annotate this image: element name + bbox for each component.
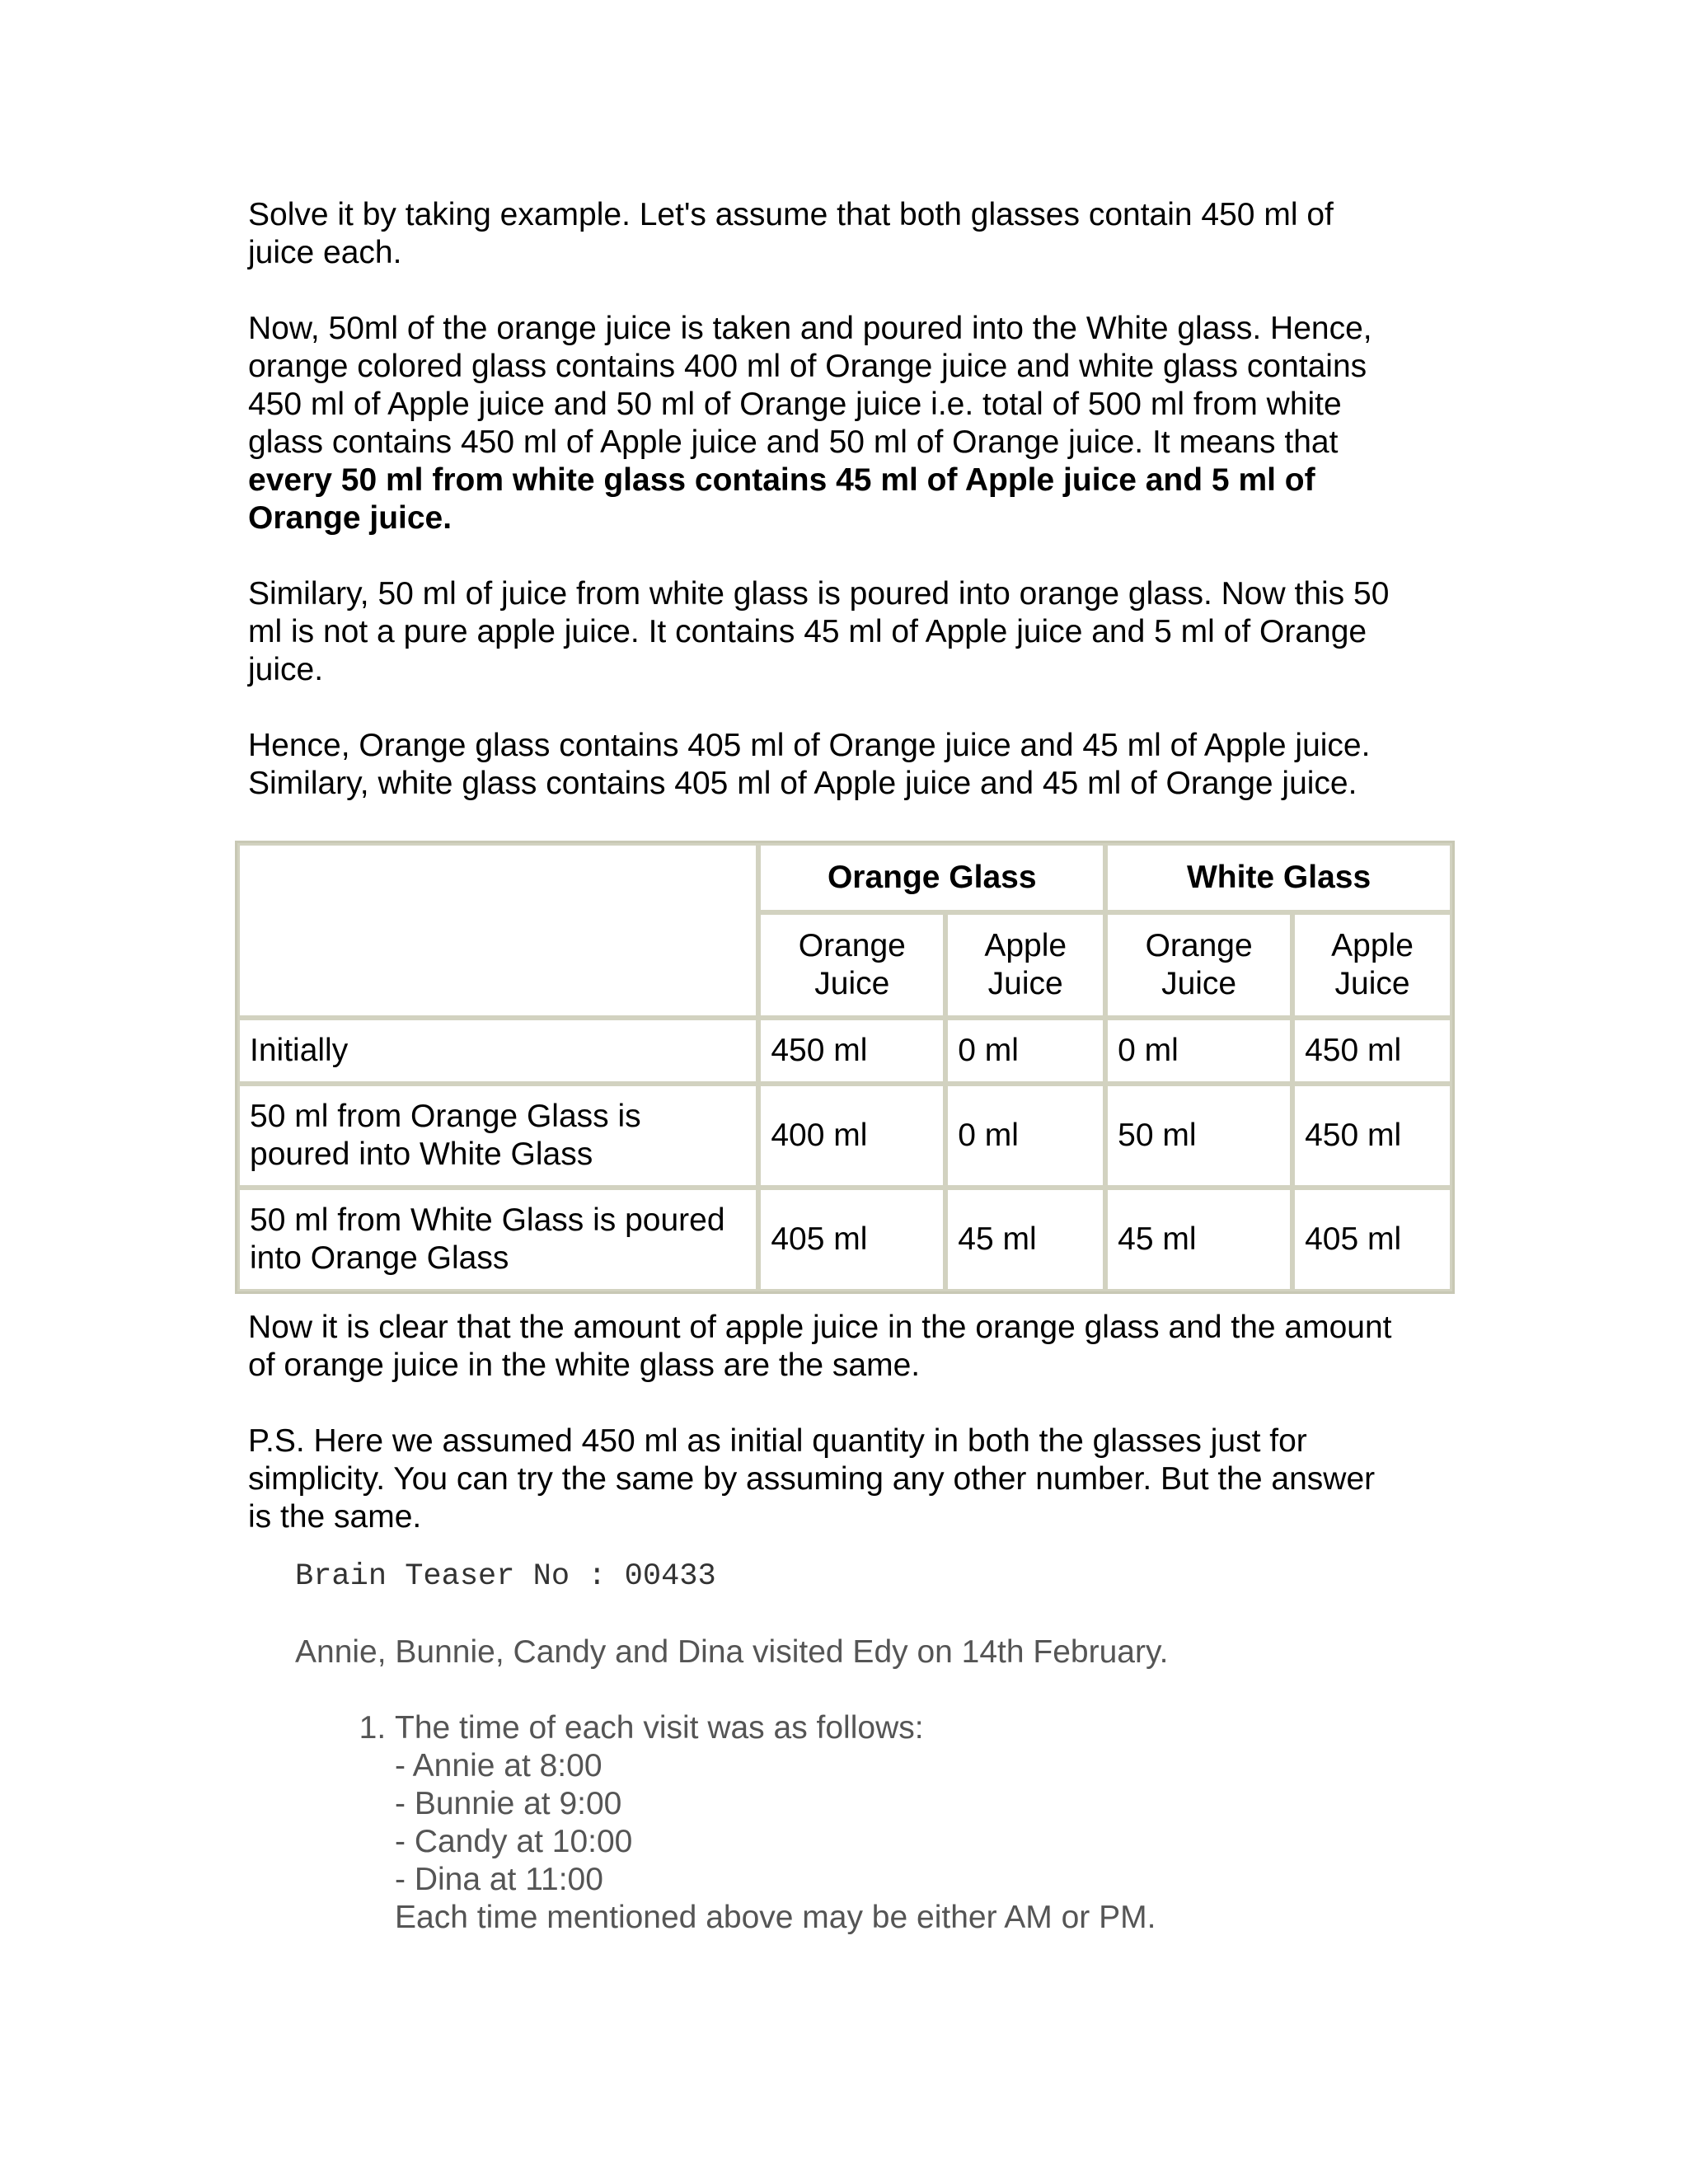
text-line: of orange juice in the white glass are the same. xyxy=(248,1347,921,1383)
teaser-number: Brain Teaser No : 00433 xyxy=(295,1559,716,1594)
list-item xyxy=(395,1709,1449,1937)
text-line: orange colored glass contains 400 ml of Orange juice and white glass contains xyxy=(248,349,1367,384)
bold-text-line: every 50 ml from white glass contains 45 ml of Apple juice and 5 ml of xyxy=(248,462,1315,498)
table-cell: 45 ml xyxy=(1105,1188,1292,1291)
text-line: - Bunnie at 9:00 xyxy=(395,1786,622,1821)
text-line: Solve it by taking example. Let's assume that both glasses contain 450 ml of xyxy=(248,197,1334,232)
solution-conclusion xyxy=(248,1309,1460,1574)
table-cell: 0 ml xyxy=(945,1084,1105,1188)
text-line: Hence, Orange glass contains 405 ml of Orange juice and 45 ml of Apple juice. xyxy=(248,728,1371,763)
text-line: 450 ml of Apple juice and 50 ml of Orange juice i.e. total of 500 ml from white xyxy=(248,387,1342,422)
intro-paragraph-1 xyxy=(248,196,1460,272)
table-cell: 45 ml xyxy=(945,1188,1105,1291)
text-line: Similary, 50 ml of juice from white glass is poured into orange glass. Now this 50 xyxy=(248,576,1390,612)
orange-juice-subheader: Orange Juice xyxy=(1105,912,1292,1018)
orange-glass-header: Orange Glass xyxy=(758,843,1105,912)
table-cell: 50 ml xyxy=(1105,1084,1292,1188)
table-cell: 450 ml xyxy=(1292,1018,1452,1084)
teaser-statement: Annie, Bunnie, Candy and Dina visited Edy on 14th February. xyxy=(295,1634,1169,1670)
text-line: Similary, white glass contains 405 ml of Apple juice and 45 ml of Orange juice. xyxy=(248,766,1357,801)
intro-paragraph-4 xyxy=(248,727,1460,803)
text-line: - Annie at 8:00 xyxy=(395,1748,603,1783)
text-line: Now, 50ml of the orange juice is taken and poured into the White glass. Hence, xyxy=(248,311,1372,346)
orange-juice-subheader: Orange Juice xyxy=(758,912,945,1018)
text-line: glass contains 450 ml of Apple juice and 50 ml of Orange juice. It means that xyxy=(248,424,1339,460)
text-line: 1. The time of each visit was as follows: xyxy=(395,1710,924,1746)
brain-teaser xyxy=(295,1558,1449,1937)
table-cell: 400 ml xyxy=(758,1084,945,1188)
text-line: simplicity. You can try the same by assuming any other number. But the answer xyxy=(248,1461,1376,1497)
text-line: - Dina at 11:00 xyxy=(395,1862,603,1897)
juice-table xyxy=(235,841,1455,1294)
table-header-row xyxy=(237,843,1452,912)
solution-intro xyxy=(248,196,1460,841)
table-cell: 450 ml xyxy=(1292,1084,1452,1188)
table-cell: 0 ml xyxy=(945,1018,1105,1084)
text-line: P.S. Here we assumed 450 ml as initial quantity in both the glasses just for xyxy=(248,1423,1307,1459)
conclusion-paragraph-2 xyxy=(248,1422,1460,1536)
row-label: 50 ml from Orange Glass is poured into White Glass xyxy=(237,1084,758,1188)
table-cell: 450 ml xyxy=(758,1018,945,1084)
text-line: juice. xyxy=(248,652,324,687)
text-line: ml is not a pure apple juice. It contains 45 ml of Apple juice and 5 ml of Orange xyxy=(248,614,1367,649)
intro-paragraph-3 xyxy=(248,575,1460,689)
table-cell: 0 ml xyxy=(1105,1018,1292,1084)
bold-text-line: Orange juice. xyxy=(248,500,452,536)
intro-paragraph-2 xyxy=(248,310,1460,537)
table-row xyxy=(237,1018,1452,1084)
text-line: Now it is clear that the amount of apple juice in the orange glass and the amount xyxy=(248,1310,1392,1345)
text-line: - Candy at 10:00 xyxy=(395,1824,633,1859)
text-line: juice each. xyxy=(248,235,402,270)
apple-juice-subheader: Apple Juice xyxy=(1292,912,1452,1018)
row-label: Initially xyxy=(237,1018,758,1084)
teaser-conditions-list xyxy=(295,1709,1449,1937)
row-label: 50 ml from White Glass is poured into Orange Glass xyxy=(237,1188,758,1291)
empty-header-cell xyxy=(237,843,758,1018)
text-line: is the same. xyxy=(248,1499,422,1535)
apple-juice-subheader: Apple Juice xyxy=(945,912,1105,1018)
conclusion-paragraph-1 xyxy=(248,1309,1460,1385)
table-row xyxy=(237,1084,1452,1188)
table-cell: 405 ml xyxy=(758,1188,945,1291)
table-row xyxy=(237,1188,1452,1291)
table-cell: 405 ml xyxy=(1292,1188,1452,1291)
white-glass-header: White Glass xyxy=(1105,843,1452,912)
text-line: Each time mentioned above may be either AM or PM. xyxy=(395,1900,1156,1935)
